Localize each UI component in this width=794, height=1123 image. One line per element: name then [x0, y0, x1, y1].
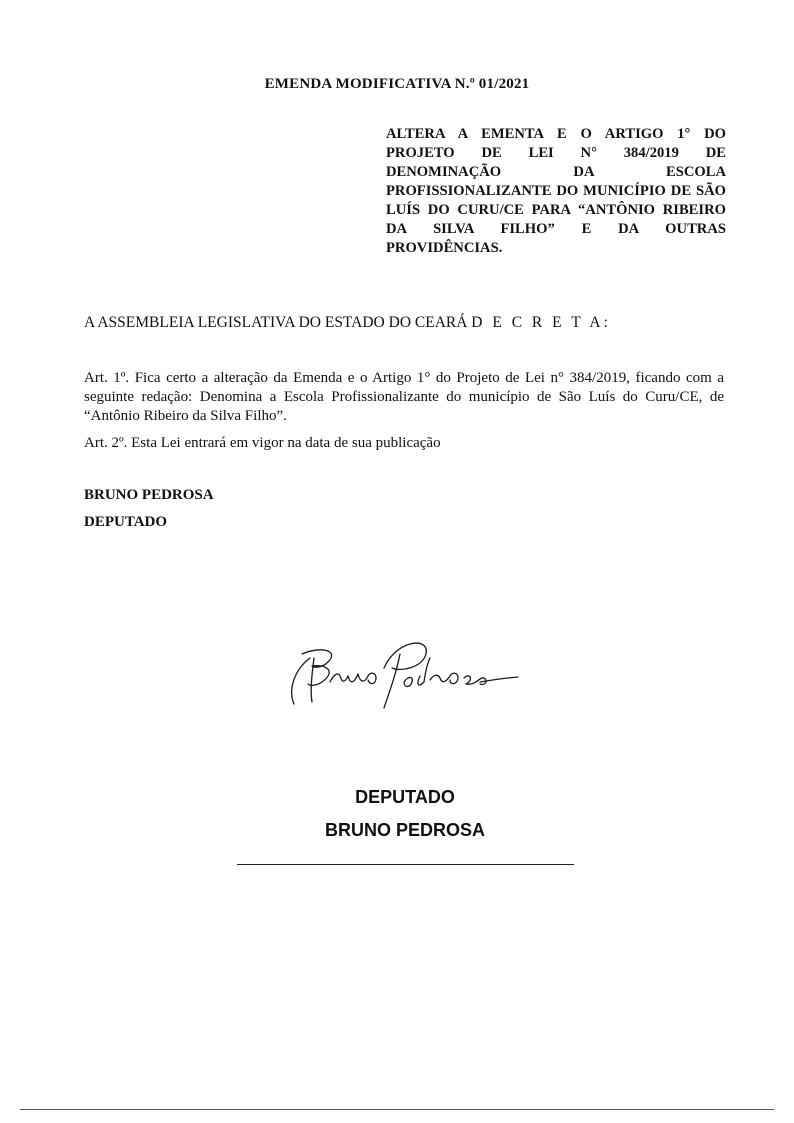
article-2: Art. 2º. Esta Lei entrará em vigor na data de sua publicação	[84, 435, 441, 451]
signature-name: BRUNO PEDROSA	[324, 820, 485, 840]
document-title: EMENDA MODIFICATIVA N.º 01/2021	[264, 76, 530, 92]
ementa-text: ALTERA A EMENTA E O ARTIGO 1° DO PROJETO DE LEI N° 384/2019 DE DENOMINAÇÃO DA ESCOLA PROFISSIONALIZANTE DO MUNICÍPIO DE SÃO LUÍS DO CURU/CE PARA “ANTÔNIO RIBEIRO DA SILVA FILHO” E DA OUTRAS PROVIDÊNCIAS.	[386, 126, 726, 256]
signature-role: DEPUTADO	[355, 787, 455, 807]
signature-line	[237, 864, 574, 865]
author-name: BRUNO PEDROSA	[84, 487, 214, 503]
handwritten-signature	[280, 628, 520, 718]
decree-intro: A ASSEMBLEIA LEGISLATIVA DO ESTADO DO CEARÁ	[84, 314, 468, 331]
author-role: DEPUTADO	[84, 514, 168, 530]
decree-word: D E C R E T A:	[471, 314, 611, 331]
article-1: Art. 1º. Fica certo a alteração da Emenda e o Artigo 1° do Projeto de Lei n° 384/2019, ficando com a seguinte redação: Denomina a Escola Profissionalizante do município de São Luís do Curu/CE, de “Antônio Ribeiro da Silva Filho”.	[84, 370, 724, 424]
decree-line	[84, 314, 611, 332]
bottom-divider	[20, 1109, 774, 1110]
